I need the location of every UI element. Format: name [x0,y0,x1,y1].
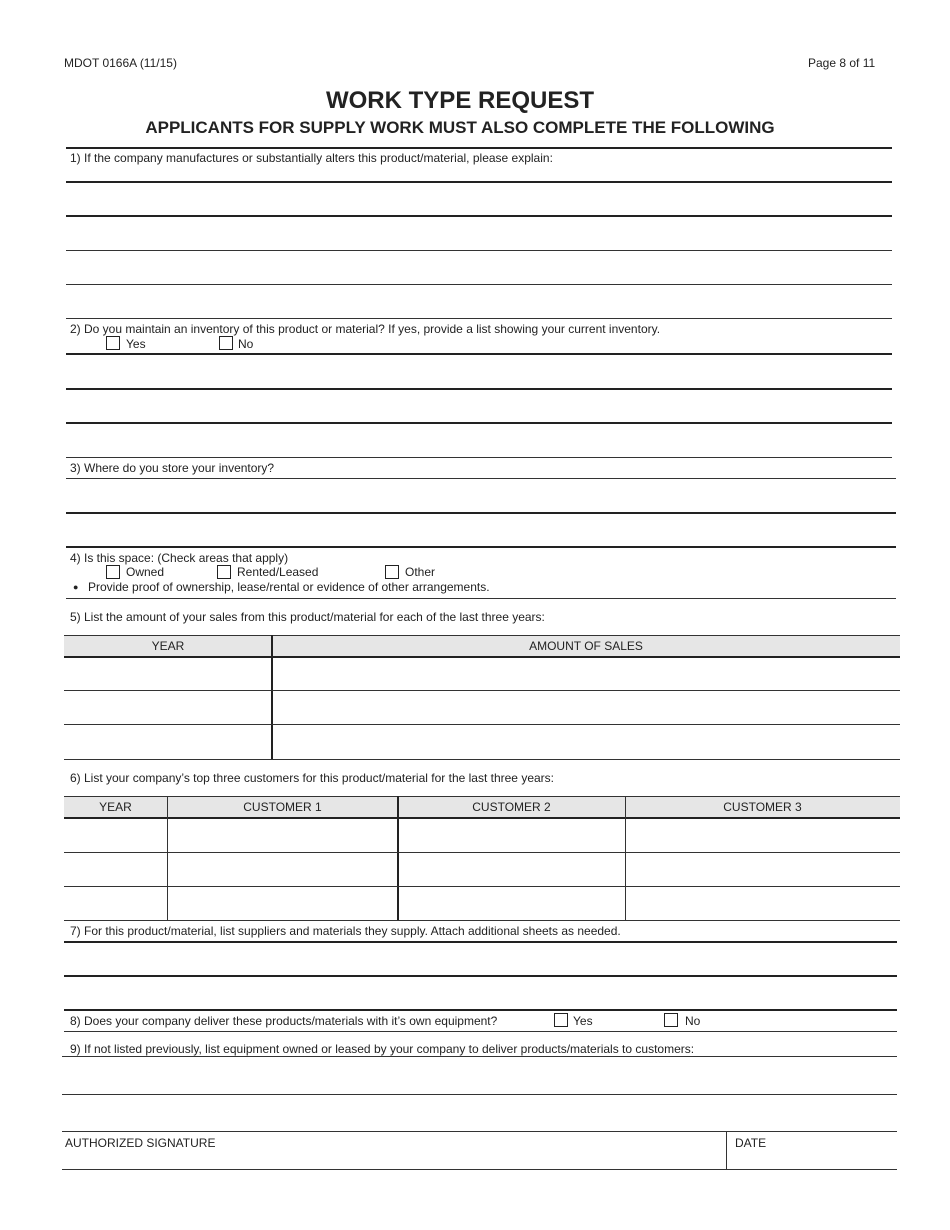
question-1-label: 1) If the company manufactures or substantially alters this product/material, please explain: [70,151,553,165]
table-row [64,920,900,921]
answer-line[interactable] [66,181,892,183]
signature-field[interactable] [62,1132,726,1169]
page-number: Page 8 of 11 [808,56,876,70]
sales-year-cell[interactable] [64,725,271,758]
sales-amount-cell[interactable] [273,658,900,689]
table-border [64,635,900,636]
space-other-checkbox[interactable] [385,565,399,579]
proof-note: Provide proof of ownership, lease/rental or evidence of other arrangements. [88,580,490,594]
customer-1-cell[interactable] [168,819,397,852]
deliver-yes-label: Yes [573,1014,593,1028]
answer-line[interactable] [62,1094,897,1095]
question-8-label: 8) Does your company deliver these products/materials with it’s own equipment? [70,1014,498,1028]
answer-line[interactable] [62,1056,897,1057]
sales-amount-cell[interactable] [273,691,900,723]
inventory-no-checkbox[interactable] [219,336,233,350]
answer-line[interactable] [66,215,892,217]
customer-2-header: CUSTOMER 2 [472,800,551,814]
question-5-label: 5) List the amount of your sales from this product/material for each of the last three years: [70,610,545,624]
customer-2-cell[interactable] [399,887,625,920]
date-label: DATE [735,1136,767,1150]
customer-3-header: CUSTOMER 3 [723,800,802,814]
answer-line[interactable] [66,478,896,479]
table-border [64,796,900,797]
answer-line[interactable] [66,512,896,514]
answer-line[interactable] [66,318,892,319]
bullet-icon: ● [73,582,79,592]
customers-year-cell[interactable] [64,887,167,920]
signature-label: AUTHORIZED SIGNATURE [65,1136,216,1150]
divider [66,147,892,149]
customer-1-header: CUSTOMER 1 [243,800,322,814]
space-owned-checkbox[interactable] [106,565,120,579]
sales-amount-cell[interactable] [273,725,900,758]
customer-3-cell[interactable] [626,819,900,852]
sales-year-cell[interactable] [64,658,271,689]
customer-2-cell[interactable] [399,853,625,886]
divider [66,598,896,599]
customer-3-cell[interactable] [626,853,900,886]
customers-year-header: YEAR [99,800,132,814]
answer-line[interactable] [64,941,897,943]
space-rented-checkbox[interactable] [217,565,231,579]
deliver-no-label: No [685,1014,701,1028]
deliver-no-checkbox[interactable] [664,1013,678,1027]
answer-line[interactable] [66,284,892,285]
inventory-yes-label: Yes [126,337,146,351]
divider [64,1031,897,1032]
question-9-label: 9) If not listed previously, list equipment owned or leased by your company to deliver products/materials to customers: [70,1042,695,1056]
answer-line[interactable] [64,1009,897,1011]
question-3-label: 3) Where do you store your inventory? [70,461,275,475]
space-other-label: Other [405,565,436,579]
customer-1-cell[interactable] [168,853,397,886]
inventory-yes-checkbox[interactable] [106,336,120,350]
answer-line[interactable] [66,353,892,355]
customer-2-cell[interactable] [399,819,625,852]
divider [62,1169,897,1170]
answer-line[interactable] [66,250,892,251]
answer-line[interactable] [66,388,892,390]
sales-amount-header: AMOUNT OF SALES [529,639,643,653]
question-6-label: 6) List your company’s top three customers for this product/material for the last three years: [70,771,554,785]
space-rented-label: Rented/Leased [237,565,319,579]
customers-year-cell[interactable] [64,853,167,886]
deliver-yes-checkbox[interactable] [554,1013,568,1027]
answer-line[interactable] [66,457,892,458]
answer-line[interactable] [64,975,897,977]
question-4-label: 4) Is this space: (Check areas that apply) [70,551,289,565]
form-title: WORK TYPE REQUEST [325,87,595,114]
form-subtitle: APPLICANTS FOR SUPPLY WORK MUST ALSO COMPLETE THE FOLLOWING [145,118,775,137]
inventory-no-label: No [238,337,254,351]
sales-year-header: YEAR [151,639,185,653]
space-owned-label: Owned [126,565,165,579]
answer-line[interactable] [66,546,896,548]
question-2-label: 2) Do you maintain an inventory of this product or material? If yes, provide a list showing your current inventory. [70,322,661,336]
answer-line[interactable] [66,422,892,424]
form-id: MDOT 0166A (11/15) [64,56,177,70]
customers-year-cell[interactable] [64,819,167,852]
table-row [64,759,900,760]
sales-year-cell[interactable] [64,691,271,723]
customer-3-cell[interactable] [626,887,900,920]
question-7-label: 7) For this product/material, list suppliers and materials they supply. Attach additional sheets as needed. [70,924,621,938]
customer-1-cell[interactable] [168,887,397,920]
date-field[interactable] [727,1132,897,1169]
